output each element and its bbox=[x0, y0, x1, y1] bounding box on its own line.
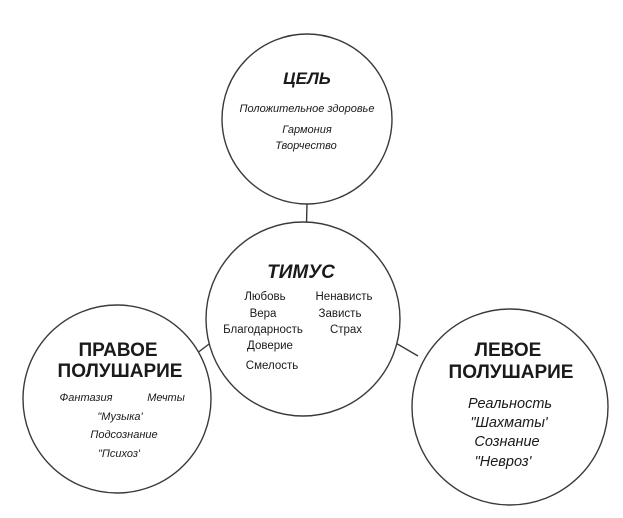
right-hemisphere-title: ПРАВОЕ bbox=[78, 340, 158, 361]
thymus-circle bbox=[206, 222, 400, 416]
left-hemisphere-item: "Шахматы' bbox=[470, 415, 548, 431]
right-hemisphere-item: Подсознание bbox=[90, 429, 158, 441]
right-hemisphere-title: ПОЛУШАРИЕ bbox=[57, 361, 183, 382]
connector-thymus-left-hemisphere bbox=[394, 342, 418, 356]
right-hemisphere-item: Фантазия bbox=[59, 392, 113, 404]
goal-circle bbox=[222, 34, 392, 204]
left-hemisphere-item: Сознание bbox=[474, 434, 540, 450]
right-hemisphere-item: "Психоз' bbox=[97, 448, 141, 460]
thymus-item: Страх bbox=[329, 324, 363, 336]
goal-item: Гармония bbox=[282, 124, 332, 136]
thymus-title: ТИМУС bbox=[267, 262, 335, 283]
left-hemisphere-title: ЛЕВОЕ bbox=[474, 340, 542, 361]
thymus-item: Благодарность bbox=[223, 324, 303, 336]
thymus-item: Доверие bbox=[247, 340, 293, 352]
goal-item: Положительное здоровье bbox=[239, 103, 375, 115]
left-hemisphere-title: ПОЛУШАРИЕ bbox=[448, 362, 574, 383]
left-hemisphere-item: Реальность bbox=[467, 396, 553, 412]
goal-item: Творчество bbox=[275, 140, 337, 152]
right-hemisphere-item: "Музыка' bbox=[97, 411, 143, 423]
right-hemisphere-item: Мечты bbox=[147, 392, 185, 404]
thymus-item: Ненависть bbox=[315, 291, 373, 303]
thymus-item: Любовь bbox=[244, 291, 286, 303]
thymus-item: Вера bbox=[249, 308, 277, 320]
thymus-item: Смелость bbox=[245, 360, 299, 372]
thymus-item: Зависть bbox=[318, 308, 362, 320]
left-hemisphere-item: "Невроз' bbox=[474, 454, 532, 470]
goal-title: ЦЕЛЬ bbox=[283, 69, 331, 88]
